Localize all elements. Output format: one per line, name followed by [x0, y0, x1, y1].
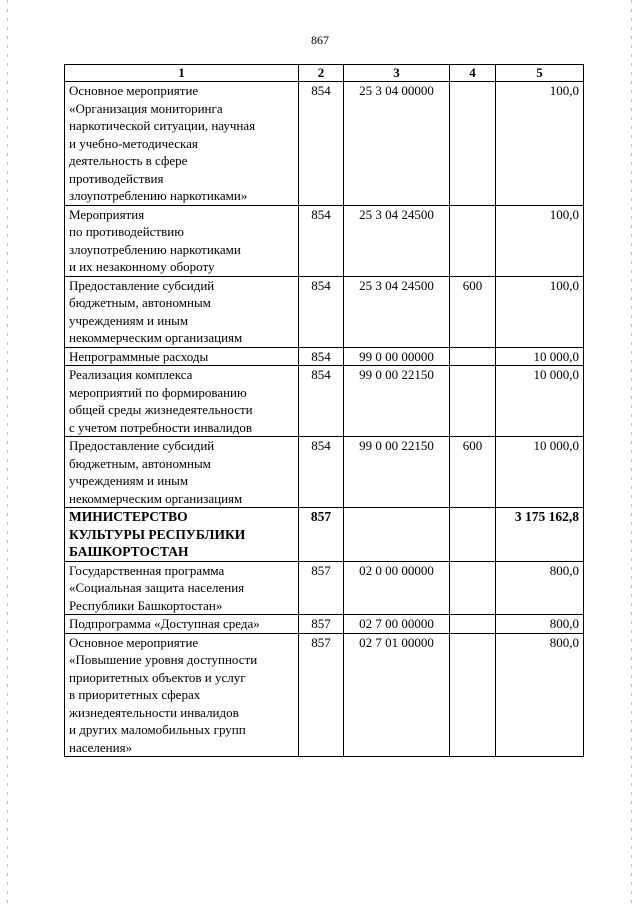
table-row	[65, 437, 584, 508]
table-row	[65, 366, 584, 437]
table-header-row	[65, 65, 584, 82]
table-row	[65, 561, 584, 615]
cell-amount: 10 000,0	[496, 366, 584, 437]
cell-code: 854	[299, 276, 344, 347]
cell-expense-type	[450, 205, 496, 276]
cell-code: 857	[299, 561, 344, 615]
cell-article: 02 7 01 00000	[344, 633, 450, 757]
cell-name: Основное мероприятие «Организация мониторинга наркотической ситуации, научная и учебно-методическая деятельность в сфере противодействия злоупотреблению наркотиками»	[65, 82, 299, 206]
page-number: 867	[311, 33, 329, 47]
cell-amount: 10 000,0	[496, 347, 584, 366]
cell-name: Мероприятия по противодействию злоупотреблению наркотиками и их незаконному обороту	[65, 205, 299, 276]
cell-amount: 100,0	[496, 276, 584, 347]
cell-name: Предоставление субсидий бюджетным, автономным учреждениям и иным некоммерческим организациям	[65, 276, 299, 347]
table-row	[65, 615, 584, 634]
cell-amount: 10 000,0	[496, 437, 584, 508]
cell-expense-type: 600	[450, 276, 496, 347]
column-header: 1	[65, 65, 299, 82]
cell-article: 25 3 04 24500	[344, 276, 450, 347]
cell-article: 02 0 00 00000	[344, 561, 450, 615]
cell-code: 854	[299, 82, 344, 206]
cell-amount: 3 175 162,8	[496, 508, 584, 562]
budget-table	[64, 64, 584, 757]
cell-amount: 100,0	[496, 205, 584, 276]
cell-article: 25 3 04 24500	[344, 205, 450, 276]
cell-amount: 800,0	[496, 615, 584, 634]
cell-amount: 800,0	[496, 633, 584, 757]
cell-article: 02 7 00 00000	[344, 615, 450, 634]
scan-edge-left	[7, 0, 8, 905]
cell-code: 854	[299, 205, 344, 276]
cell-article: 99 0 00 00000	[344, 347, 450, 366]
cell-name: Непрограммные расходы	[65, 347, 299, 366]
cell-code: 854	[299, 437, 344, 508]
cell-name: Основное мероприятие «Повышение уровня доступности приоритетных объектов и услуг в приоритетных сферах жизнедеятельности инвалидов и других маломобильных групп населения»	[65, 633, 299, 757]
cell-name: МИНИСТЕРСТВО КУЛЬТУРЫ РЕСПУБЛИКИ БАШКОРТОСТАН	[65, 508, 299, 562]
cell-expense-type	[450, 347, 496, 366]
cell-code: 854	[299, 347, 344, 366]
cell-article: 99 0 00 22150	[344, 437, 450, 508]
cell-code: 857	[299, 615, 344, 634]
cell-expense-type	[450, 508, 496, 562]
cell-article: 99 0 00 22150	[344, 366, 450, 437]
cell-article	[344, 508, 450, 562]
column-header: 3	[344, 65, 450, 82]
table-row	[65, 276, 584, 347]
column-header: 2	[299, 65, 344, 82]
column-header: 5	[496, 65, 584, 82]
cell-code: 857	[299, 508, 344, 562]
cell-name: Предоставление субсидий бюджетным, автономным учреждениям и иным некоммерческим организациям	[65, 437, 299, 508]
table-row	[65, 633, 584, 757]
cell-expense-type	[450, 366, 496, 437]
cell-name: Реализация комплекса мероприятий по формированию общей среды жизнедеятельности с учетом потребности инвалидов	[65, 366, 299, 437]
cell-code: 857	[299, 633, 344, 757]
cell-expense-type	[450, 615, 496, 634]
cell-name: Государственная программа «Социальная защита населения Республики Башкортостан»	[65, 561, 299, 615]
cell-amount: 100,0	[496, 82, 584, 206]
cell-expense-type: 600	[450, 437, 496, 508]
cell-expense-type	[450, 633, 496, 757]
cell-code: 854	[299, 366, 344, 437]
table-row	[65, 205, 584, 276]
column-header: 4	[450, 65, 496, 82]
table-row	[65, 347, 584, 366]
cell-name: Подпрограмма «Доступная среда»	[65, 615, 299, 634]
cell-expense-type	[450, 82, 496, 206]
cell-amount: 800,0	[496, 561, 584, 615]
scan-edge-right	[631, 0, 632, 905]
table-row	[65, 82, 584, 206]
table-row	[65, 508, 584, 562]
cell-article: 25 3 04 00000	[344, 82, 450, 206]
cell-expense-type	[450, 561, 496, 615]
